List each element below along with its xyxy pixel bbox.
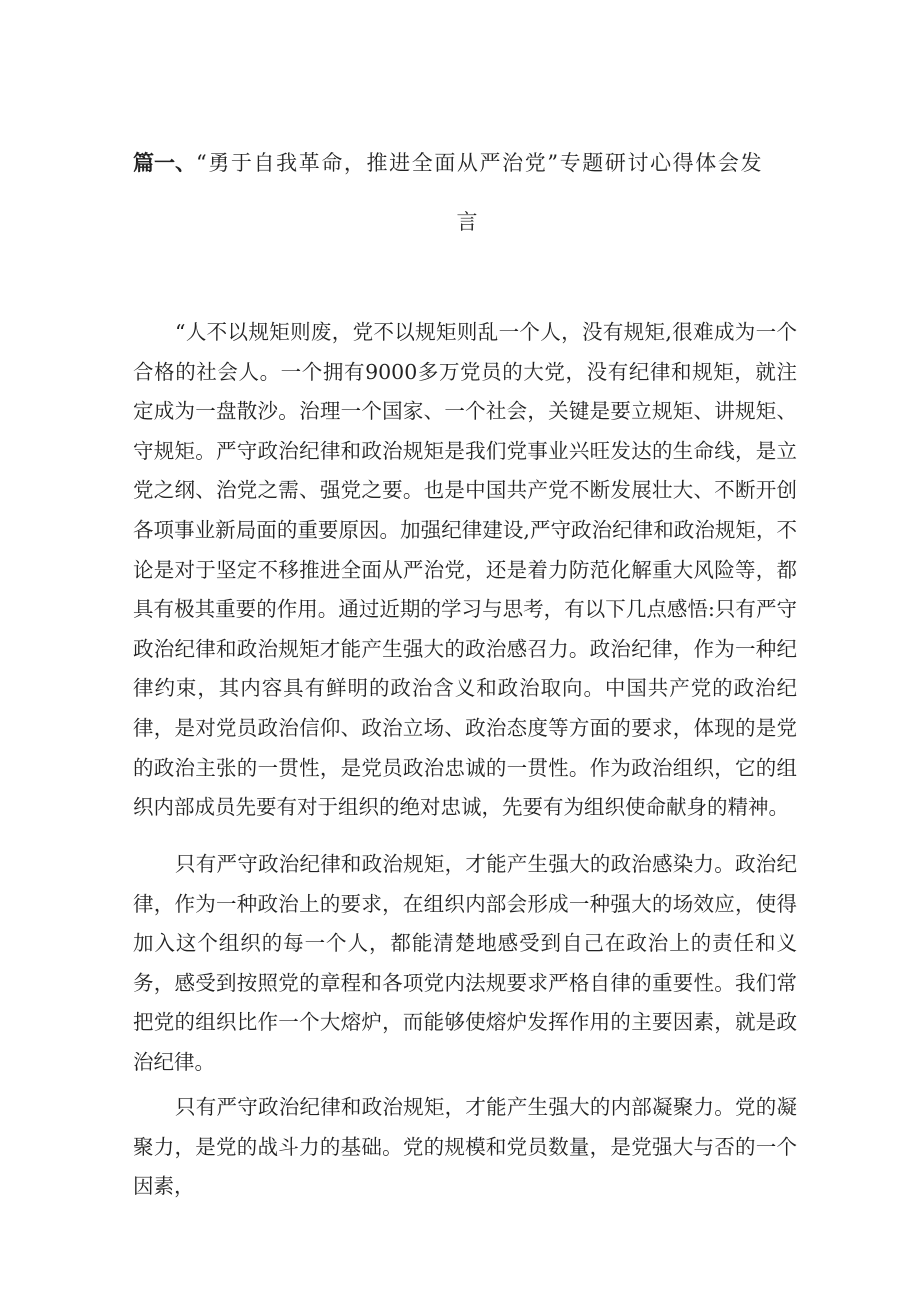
paragraph-1: “人不以规矩则废，党不以规矩则乱一个人，没有规矩,很难成为一个合格的社会人。一个拥有9000多万党员的大党，没有纪律和规矩，就注定成为一盘散沙。治理一个国家、一个社会，关键是要立规矩、讲规矩、守规矩。严守政治纪律和政治规矩是我们党事业兴旺发达的生命线，是立党之纲、治党之需、强党之要。也是中国共产党不断发展壮大、不断开创各项事业新局面的重要原因。加强纪律建设,严守政治纪律和政治规矩，不论是对于坚定不移推进全面从严治党，还是着力防范化解重大风险等，都具有极其重要的作用。通过近期的学习与思考，有以下几点感悟:只有严守政治纪律和政治规矩才能产生强大的政治感召力。政治纪律，作为一种纪律约束，其内容具有鲜明的政治含义和政治取向。中国共产党的政治纪律，是对党员政治信仰、政治立场、政治态度等方面的要求，体现的是党的政治主张的一贯性，是党员政治忠诚的一贯性。作为政治组织，它的组织内部成员先要有对于组织的绝对忠诚，先要有为组织使命献身的精神。 bbox=[133, 320, 797, 820]
title-text-line2: 言 bbox=[456, 210, 478, 234]
title-text: “勇于自我革命，推进全面从严治党”专题研讨心得体会发 bbox=[196, 151, 764, 175]
paragraph-2: 只有严守政治纪律和政治规矩，才能产生强大的政治感染力。政治纪律，作为一种政治上的要求，在组织内部会形成一种强大的场效应，使得加入这个组织的每一个人，都能清楚地感受到自己在政治上的责任和义务，感受到按照党的章程和各项党内法规要求严格自律的重要性。我们常把党的组织比作一个大熔炉，而能够使熔炉发挥作用的主要因素，就是政治纪律。 bbox=[133, 852, 797, 1074]
title-prefix: 篇一、 bbox=[133, 150, 196, 175]
document-title bbox=[133, 147, 833, 179]
document-title-continuation bbox=[0, 206, 920, 238]
paragraph-3: 只有严守政治纪律和政治规矩，才能产生强大的内部凝聚力。党的凝聚力，是党的战斗力的基础。党的规模和党员数量，是党强大与否的一个因素， bbox=[133, 1095, 797, 1199]
